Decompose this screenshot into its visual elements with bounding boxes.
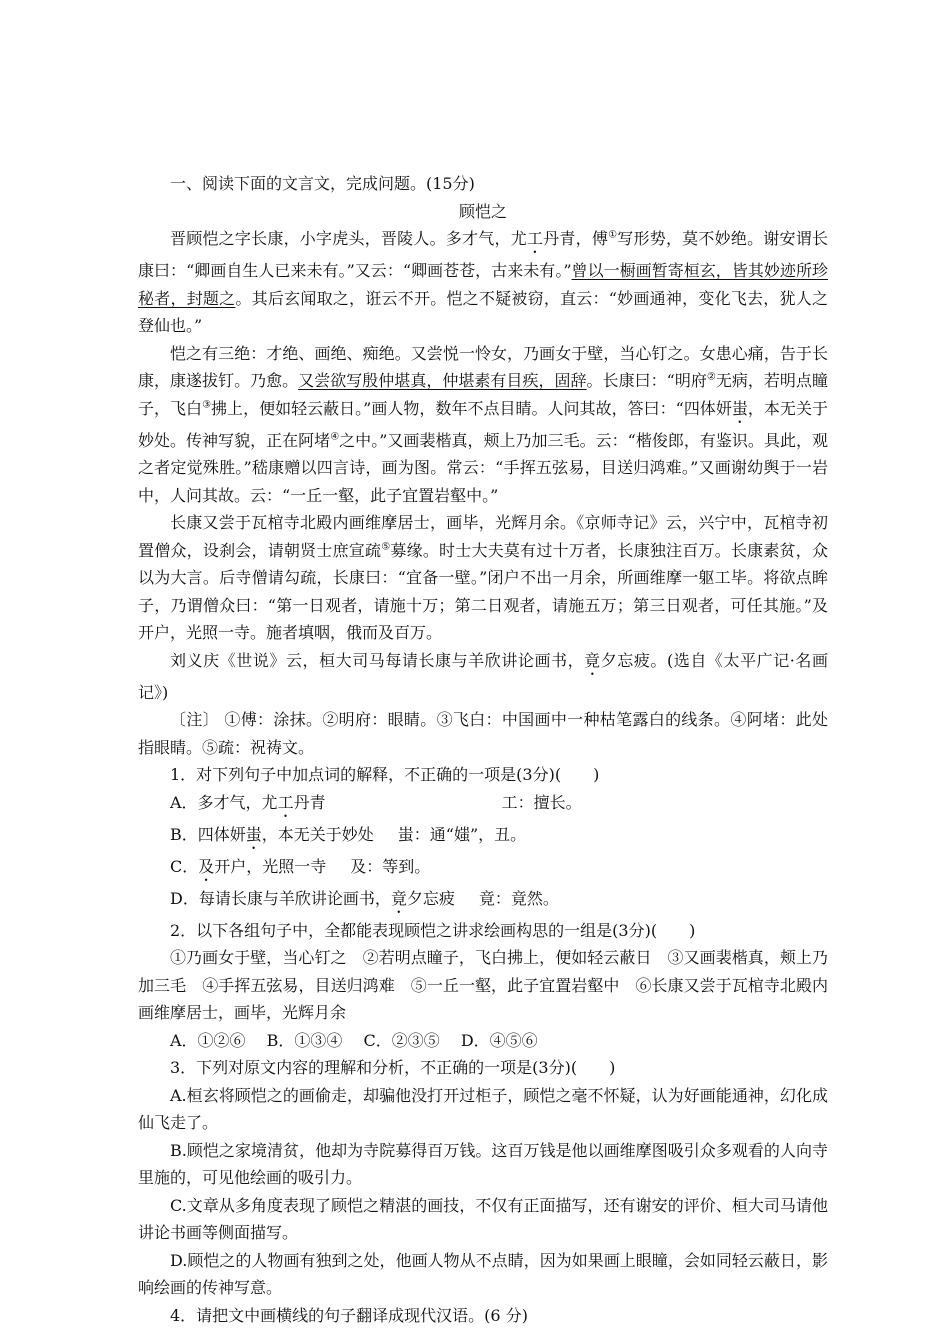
question-1-option-a bbox=[138, 789, 828, 821]
text-span: 开户，光照一寺 bbox=[214, 856, 327, 876]
text-span: 长康又尝于瓦棺寺北殿内画维摩居士，画毕，光辉月余。《京师寺记》云，兴宁中，瓦棺寺初置僧众，设刹会，请朝贤士庶宣疏 bbox=[138, 513, 828, 560]
note-marker: ① bbox=[608, 229, 618, 241]
underlined-sentence-1: 曾以一橱画暂寄桓玄，皆其妙迹所珍秘者，封题之 bbox=[138, 261, 828, 308]
passage-paragraph-2 bbox=[138, 340, 828, 510]
text-span: ，本无关于妙处。传神写貌，正在阿堵 bbox=[138, 398, 828, 450]
question-3-option-d: D.顾恺之的人物画有独到之处，他画人物从不点睛，因为如果画上眼瞳，会如同轻云蔽日，影响绘画的传神写意。 bbox=[138, 1250, 828, 1297]
question-4-stem: 4．请把文中画横线的句子翻译成现代汉语。(6 分) bbox=[170, 1305, 528, 1325]
option-explanation: 竟：竟然。 bbox=[478, 888, 559, 908]
question-3-option-a: A.桓玄将顾恺之的画偷走，却骗他没打开过柜子，顾恺之毫不怀疑，认为好画能通神，幻化成仙飞走了。 bbox=[138, 1085, 828, 1132]
dotted-word: 工 bbox=[277, 792, 294, 812]
note-marker: ⑤ bbox=[381, 541, 391, 553]
question-3-stem: 3．下列对原文内容的理解和分析，不正确的一项是(3分)( ) bbox=[170, 1058, 616, 1077]
section-heading: 一、阅读下面的文言文，完成问题。(15分) bbox=[170, 174, 475, 193]
text-span: 募缘。时士大夫莫有过十万者，长康独注百万。长康素贫，众以为大言。后寺僧请勾疏，长康曰：“宜备一壁。”闭户不出一月余，所画维摩一躯工毕。将欲点眸子，乃谓僧众曰：“第一日观者，请施十万；第二日观者，请施五万；第三日观者，可任其施。”及开户，光照一寺。施者填咽，俄而及百万。 bbox=[138, 540, 828, 642]
text-span: 无病，若明点瞳子，飞白 bbox=[138, 371, 828, 418]
option-explanation: 及：等到。 bbox=[350, 856, 431, 876]
passage-paragraph-3 bbox=[138, 509, 828, 647]
text-span: 晋顾恺之字长康，小字虎头，晋陵人。多才气，尤 bbox=[170, 229, 527, 248]
question-2-items: ①乃画女于壁，当心钉之 ②若明点瞳子，飞白拂上，便如轻云蔽日 ③又画裴楷真，颊上乃加三毛 ④手挥五弦易，目送归鸿难 ⑤一丘一壑，此子宜置岩壑中 ⑥长康又尝于瓦棺寺北殿内画维摩居士，画毕，光辉月余 bbox=[138, 948, 828, 1022]
text-span: 丹青 bbox=[293, 792, 326, 812]
text-span: 恺之有三绝：才绝、画绝、痴绝。又尝悦一怜女，乃画女于壁，当心钉之。女患心痛，告于长康，康遂拔钉。乃愈。 bbox=[138, 343, 828, 390]
annotation-notes: 〔注〕 ①傅：涂抹。②明府：眼睛。③飞白：中国画中一种枯笔露白的线条。④阿堵：此处指眼睛。⑤疏：祝祷文。 bbox=[138, 710, 828, 757]
text-span: 。长康曰：“明府 bbox=[586, 371, 707, 390]
option-explanation: 工：擅长。 bbox=[501, 792, 582, 812]
dotted-word: 蚩 bbox=[245, 824, 262, 844]
underlined-sentence-2: 又尝欲写殷仲堪真，仲堪素有目疾，固辞 bbox=[298, 371, 587, 390]
dotted-word: 工 bbox=[526, 229, 544, 248]
question-2-options: A．①②⑥ B．①③④ C．②③⑤ D．④⑤⑥ bbox=[170, 1030, 538, 1050]
text-span: 夕忘疲 bbox=[406, 888, 455, 908]
text-span: 丹青，傅 bbox=[543, 229, 609, 248]
text-span: 。其后玄闻取之，诳云不开。恺之不疑被窃，直云：“妙画通神，变化飞去，犹人之登仙也。” bbox=[138, 288, 828, 335]
text-span: ，本无关于妙处 bbox=[261, 824, 374, 844]
question-2-stem: 2．以下各组句子中，全都能表现顾恺之讲求绘画构思的一组是(3分)( ) bbox=[170, 920, 696, 940]
dotted-word: 竟 bbox=[584, 650, 601, 670]
question-3-option-b: B.顾恺之家境清贫，他却为寺院募得百万钱。这百万钱是他以画维摩图吸引众多观看的人向寺里施的，可见他绘画的吸引力。 bbox=[138, 1140, 828, 1187]
dotted-word: 及 bbox=[198, 856, 215, 876]
option-explanation: 蚩：通“媸”，丑。 bbox=[397, 824, 527, 844]
question-1-option-b bbox=[138, 821, 828, 853]
note-marker: ③ bbox=[202, 399, 212, 411]
passage-title: 顾恺之 bbox=[458, 201, 507, 221]
text-span: 写形势，莫不妙绝。谢安谓长康曰：“卿画自生人已来未有。”又云：“卿画苍苍，古来未有。” bbox=[138, 229, 828, 280]
text-span: 拂上，便如轻云蔽日。”画人物，数年不点目睛。人问其故，答曰：“四体妍 bbox=[211, 398, 732, 418]
text-span: C． bbox=[170, 856, 199, 876]
text-span: 之中。”又画裴楷真，颊上乃加三毛。云：“楷俊郎，有鉴识。具此，观之者定觉殊胜。”嵇康赠以四言诗，画为图。常云：“手挥五弦易，目送归鸿难。”又画谢幼舆于一岩中，人问其故。云：“一丘一壑，此子宜置岩壑中。” bbox=[138, 430, 828, 505]
question-1-option-c bbox=[138, 853, 828, 885]
dotted-word: 竟 bbox=[390, 888, 407, 908]
question-1-option-d bbox=[138, 885, 828, 917]
dotted-word: 蚩 bbox=[731, 398, 748, 418]
note-marker: ④ bbox=[330, 431, 340, 443]
passage-paragraph-4 bbox=[138, 647, 828, 707]
passage-paragraph-1 bbox=[138, 225, 828, 340]
text-span: A．多才气，尤 bbox=[170, 792, 278, 812]
note-marker: ② bbox=[706, 371, 716, 383]
text-span: 刘义庆《世说》云，桓大司马每请长康与羊欣讲论画书， bbox=[170, 650, 585, 670]
question-3-option-c: C.文章从多角度表现了顾恺之精湛的画技，不仅有正面描写，还有谢安的评价、桓大司马请他讲论书画等侧面描写。 bbox=[138, 1195, 828, 1242]
text-span: B．四体妍 bbox=[170, 824, 246, 844]
text-span: D．每请长康与羊欣讲论画书， bbox=[170, 888, 391, 908]
page-content bbox=[138, 170, 828, 1329]
question-1-stem: 1．对下列句子中加点词的解释，不正确的一项是(3分)( ) bbox=[170, 765, 600, 784]
text-span: 夕忘疲。(选自《太平广记·名画记》) bbox=[138, 650, 828, 702]
